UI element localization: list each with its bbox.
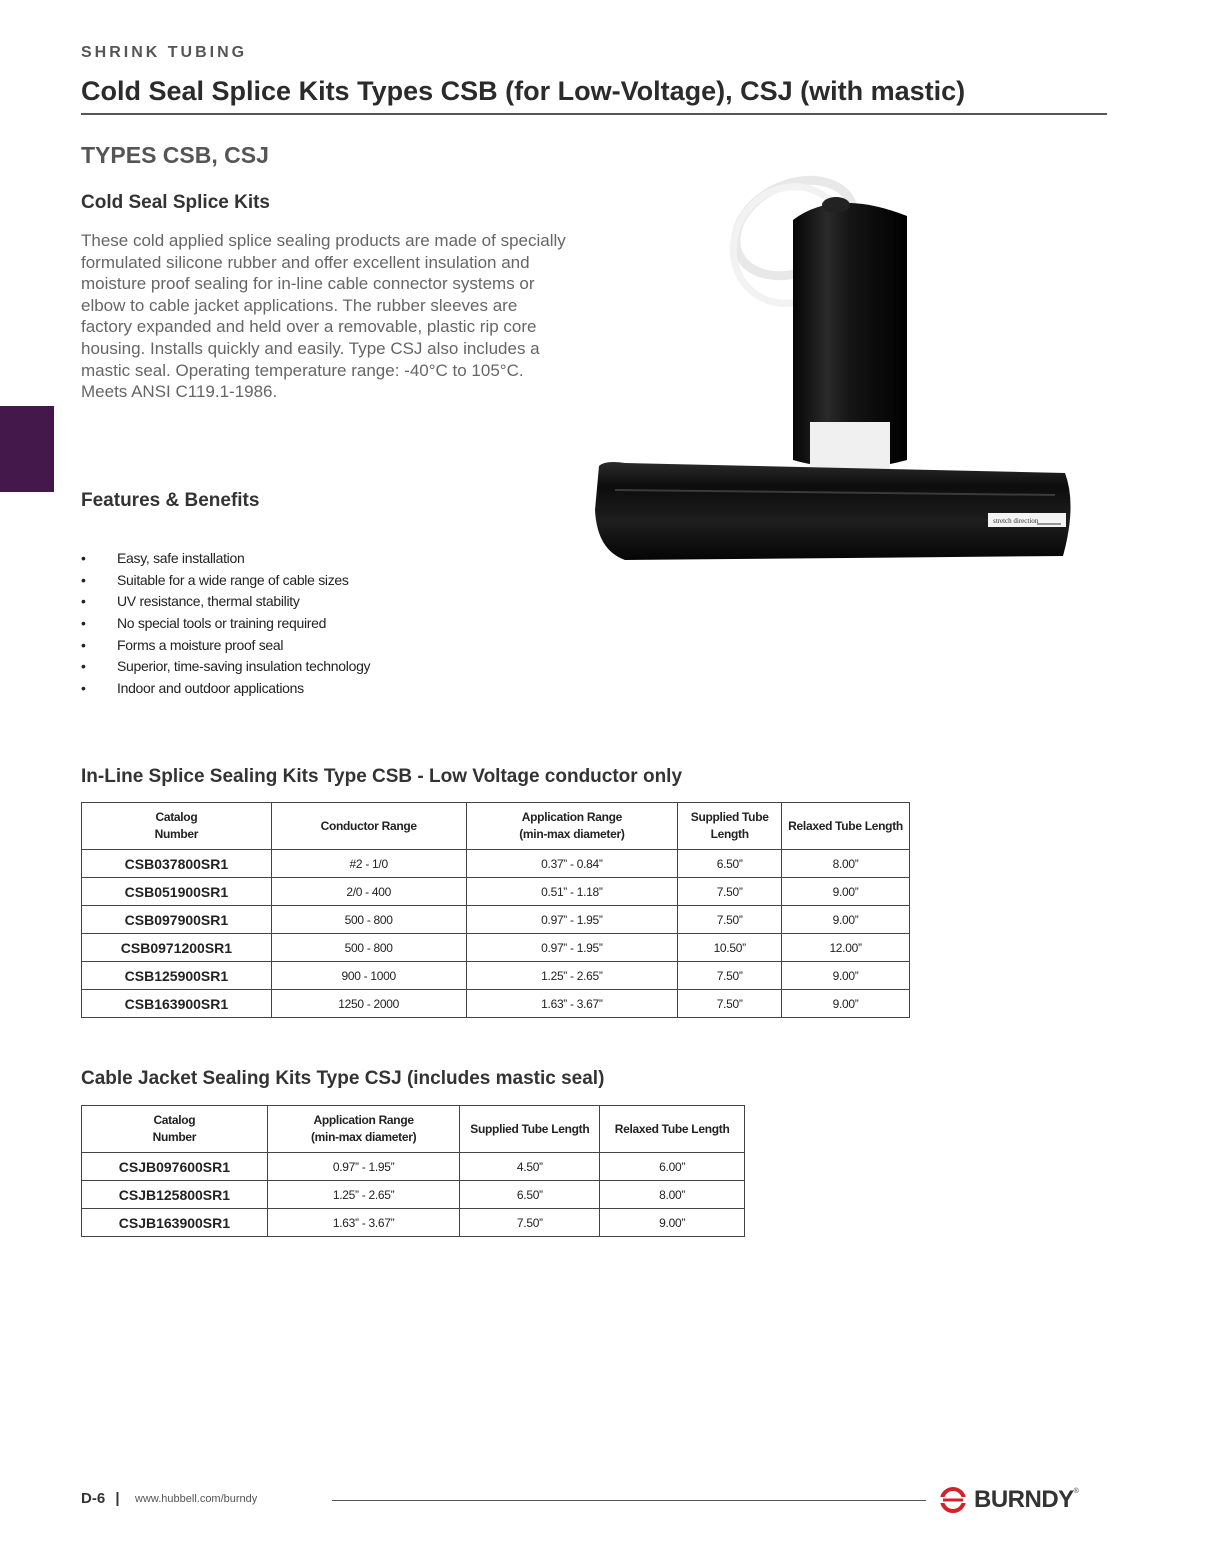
cell: 0.97” - 1.95” <box>466 934 678 962</box>
burndy-logo-text: BURNDY <box>974 1486 1074 1513</box>
types-heading: TYPES CSB, CSJ <box>81 142 269 168</box>
page-number: D-6 | <box>81 1490 120 1507</box>
cell: 900 - 1000 <box>271 962 466 990</box>
cell: 0.37” - 0.84” <box>466 850 678 878</box>
stretch-label-text: stretch direction <box>993 517 1039 525</box>
section-kicker: SHRINK TUBING <box>81 44 248 61</box>
col-header-relaxed-length: Relaxed Tube Length <box>782 803 910 850</box>
bullet: • <box>81 550 86 566</box>
cell: 7.50” <box>678 962 782 990</box>
csb-table <box>81 802 910 1018</box>
cell: 12.00” <box>782 934 910 962</box>
cell-catalog: CSB097900SR1 <box>82 906 272 934</box>
title-divider <box>81 113 1107 115</box>
cell: #2 - 1/0 <box>271 850 466 878</box>
table-row <box>82 934 910 962</box>
cell: 10.50” <box>678 934 782 962</box>
table-row <box>82 1181 745 1209</box>
cell: 9.00” <box>600 1209 745 1237</box>
bullet: • <box>81 615 86 632</box>
table-row <box>82 990 910 1018</box>
burndy-logo-icon <box>940 1487 966 1513</box>
cell-catalog: CSB125900SR1 <box>82 962 272 990</box>
cell: 1250 - 2000 <box>271 990 466 1018</box>
cell: 9.00” <box>782 990 910 1018</box>
cell: 6.00” <box>600 1153 745 1181</box>
feature-item: • Indoor and outdoor applications <box>81 678 370 700</box>
cell: 7.50” <box>460 1209 600 1237</box>
table-row <box>82 850 910 878</box>
cell: 1.25” - 2.65” <box>267 1181 460 1209</box>
col-header-application-range: Application Range (min-max diameter) <box>267 1106 460 1153</box>
feature-item: • Forms a moisture proof seal <box>81 635 370 657</box>
burndy-logo <box>940 1484 1110 1516</box>
cell: 8.00” <box>782 850 910 878</box>
cell: 1.63” - 3.67” <box>466 990 678 1018</box>
cell-catalog: CSB051900SR1 <box>82 878 272 906</box>
cell: 6.50” <box>678 850 782 878</box>
table-header-row <box>82 803 910 850</box>
cell: 9.00” <box>782 962 910 990</box>
section-side-tab <box>0 406 54 492</box>
sleeve-base-core <box>810 422 890 472</box>
cell: 7.50” <box>678 906 782 934</box>
cell: 6.50” <box>460 1181 600 1209</box>
footer-separator: | <box>115 1490 120 1507</box>
table-row <box>82 962 910 990</box>
cell: 9.00” <box>782 878 910 906</box>
cell-catalog: CSB037800SR1 <box>82 850 272 878</box>
features-heading: Features & Benefits <box>81 490 260 511</box>
cell: 8.00” <box>600 1181 745 1209</box>
cell: 1.25” - 2.65” <box>466 962 678 990</box>
cell-catalog: CSJB097600SR1 <box>82 1153 268 1181</box>
cell: 9.00” <box>782 906 910 934</box>
cell-catalog: CSB163900SR1 <box>82 990 272 1018</box>
col-header-supplied-length: Supplied Tube Length <box>460 1106 600 1153</box>
cell: 0.97” - 1.95” <box>466 906 678 934</box>
feature-item: • Easy, safe installation <box>81 548 370 570</box>
bullet: • <box>81 658 86 675</box>
col-header-catalog: Catalog Number <box>82 1106 268 1153</box>
bullet: • <box>81 680 86 697</box>
table-header-row <box>82 1106 745 1153</box>
csj-table-heading: Cable Jacket Sealing Kits Type CSJ (includes mastic seal) <box>81 1068 605 1089</box>
registered-mark: ® <box>1073 1488 1079 1495</box>
cell-catalog: CSJB125800SR1 <box>82 1181 268 1209</box>
cell: 500 - 800 <box>271 906 466 934</box>
col-header-conductor-range: Conductor Range <box>271 803 466 850</box>
features-list <box>81 548 370 700</box>
bullet: • <box>81 636 86 653</box>
footer-url-link[interactable]: www.hubbell.com/burndy <box>135 1493 258 1505</box>
table-row <box>82 878 910 906</box>
bullet: • <box>81 571 86 588</box>
cell: 0.51” - 1.18” <box>466 878 678 906</box>
cell: 7.50” <box>678 990 782 1018</box>
cell-catalog: CSB0971200SR1 <box>82 934 272 962</box>
feature-item: • UV resistance, thermal stability <box>81 591 370 613</box>
cell: 0.97” - 1.95” <box>267 1153 460 1181</box>
horizontal-sleeve <box>595 462 1071 560</box>
page-title: Cold Seal Splice Kits Types CSB (for Low-Voltage), CSJ (with mastic) <box>81 76 966 106</box>
cell-catalog: CSJB163900SR1 <box>82 1209 268 1237</box>
sleeve-cap <box>822 197 850 213</box>
col-header-relaxed-length: Relaxed Tube Length <box>600 1106 745 1153</box>
table-row <box>82 1209 745 1237</box>
table-row <box>82 1153 745 1181</box>
cell: 4.50” <box>460 1153 600 1181</box>
col-header-supplied-length: Supplied Tube Length <box>678 803 782 850</box>
col-header-catalog: Catalog Number <box>82 803 272 850</box>
csj-table <box>81 1105 745 1237</box>
footer-divider <box>332 1500 926 1501</box>
intro-paragraph: These cold applied splice sealing products are made of specially formulated silicone rubber and offer excellent insulation and moisture proof sealing for in-line cable connector systems or elbow to cable jacket applications. The rubber sleeves are factory expanded and held over a removable, plastic rip core housing. Installs quickly and easily. Type CSJ also includes a mastic seal. Operating temperature range: -40°C to 105°C. Meets ANSI C119.1-1986. <box>81 231 566 402</box>
kits-heading: Cold Seal Splice Kits <box>81 192 270 213</box>
feature-item: • Suitable for a wide range of cable sizes <box>81 570 370 592</box>
cell: 7.50” <box>678 878 782 906</box>
cell: 2/0 - 400 <box>271 878 466 906</box>
feature-item: • No special tools or training required <box>81 613 370 635</box>
cell: 500 - 800 <box>271 934 466 962</box>
col-header-application-range: Application Range (min-max diameter) <box>466 803 678 850</box>
feature-item: • Superior, time-saving insulation technology <box>81 656 370 678</box>
product-photo <box>585 160 1085 580</box>
cell: 1.63” - 3.67” <box>267 1209 460 1237</box>
csb-table-heading: In-Line Splice Sealing Kits Type CSB - Low Voltage conductor only <box>81 766 683 787</box>
table-row <box>82 906 910 934</box>
bullet: • <box>81 593 86 610</box>
